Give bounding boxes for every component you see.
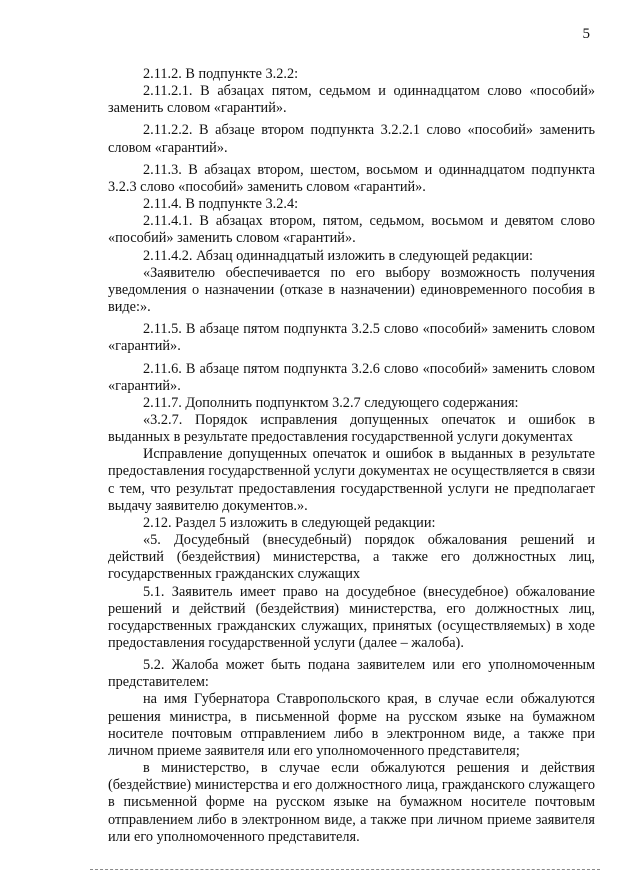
paragraph-2-11-3: 2.11.3. В абзацах втором, шестом, восьмом и одиннадцатом подпункта 3.2.3 слово «пособий» заменить словом «гарантий».: [108, 161, 595, 195]
paragraph-2-11-2: 2.11.2. В подпункте 3.2.2:: [143, 66, 299, 82]
document-body: [108, 66, 595, 846]
paragraph-2-11-2-2: 2.11.2.2. В абзаце втором подпункта 3.2.2.1 слово «пособий» заменить словом «гарантий».: [108, 122, 595, 156]
paragraph-3-2-7-body: Исправление допущенных опечаток и ошибок в выданных в результате предоставления государственной услуги документах не осуществляется в связи с тем, что результат предоставления государственной услуги не предполагает выдачу заявителю документов.».: [108, 446, 595, 514]
paragraph-2-11-4-2: 2.11.4.2. Абзац одиннадцатый изложить в следующей редакции:: [143, 247, 534, 264]
scan-edge-divider: [90, 869, 600, 870]
paragraph-quote-notification: «Заявителю обеспечивается по его выбору возможность получения уведомления о назначении (отказе в назначении) единовременного пособия в виде:».: [108, 264, 595, 316]
paragraph-2-11-4: 2.11.4. В подпункте 3.2.4:: [143, 196, 299, 213]
paragraph-5-1: 5.1. Заявитель имеет право на досудебное (внесудебное) обжалование решений и действий (бездействия) министерства, его должностных лиц, государственных гражданских служащих, принятых (осуществляемых) в ходе предоставления государственной услуги (далее – жалоба).: [108, 583, 595, 651]
paragraph-2-12: 2.12. Раздел 5 изложить в следующей редакции:: [143, 514, 436, 531]
paragraph-2-11-4-1: 2.11.4.1. В абзацах втором, пятом, седьмом, восьмом и девятом слово «пособий» заменить словом «гарантий».: [108, 213, 595, 247]
paragraph-5-2: 5.2. Жалоба может быть подана заявителем или его уполномоченным представителем:: [108, 657, 595, 691]
paragraph-3-2-7: «3.2.7. Порядок исправления допущенных опечаток и ошибок в выданных в результате предоставления государственной услуги документах: [108, 411, 595, 446]
paragraph-2-11-7: 2.11.7. Дополнить подпунктом 3.2.7 следующего содержания:: [143, 394, 519, 411]
page-number: 5: [582, 26, 590, 42]
paragraph-5-2-governor: на имя Губернатора Ставропольского края, в случае если обжалуются решения министра, в письменной форме на русском языке на бумажном носителе почтовым отправлением либо в электронном виде, а также при личном приеме заявителя или его уполномоченного представителя;: [108, 691, 595, 759]
paragraph-section-5: «5. Досудебный (внесудебный) порядок обжалования решений и действий (бездействия) министерства, а также его должностных лиц, государственных гражданских служащих: [108, 532, 595, 583]
paragraph-2-11-6: 2.11.6. В абзаце пятом подпункта 3.2.6 слово «пособий» заменить словом «гарантий».: [108, 360, 595, 394]
paragraph-5-2-ministry: в министерство, в случае если обжалуются решения и действия (бездействие) министерства и его должностного лица, гражданского служащего в письменной форме на русском языке на бумажном носителе почтовым отправлением либо в электронном виде, а также при личном приеме заявителя или его уполномоченного представителя.: [108, 760, 595, 845]
paragraph-2-11-5: 2.11.5. В абзаце пятом подпункта 3.2.5 слово «пособий» заменить словом «гарантий».: [108, 321, 595, 355]
paragraph-2-11-2-1: 2.11.2.1. В абзацах пятом, седьмом и одиннадцатом слово «пособий» заменить словом «гарантий».: [108, 83, 595, 117]
